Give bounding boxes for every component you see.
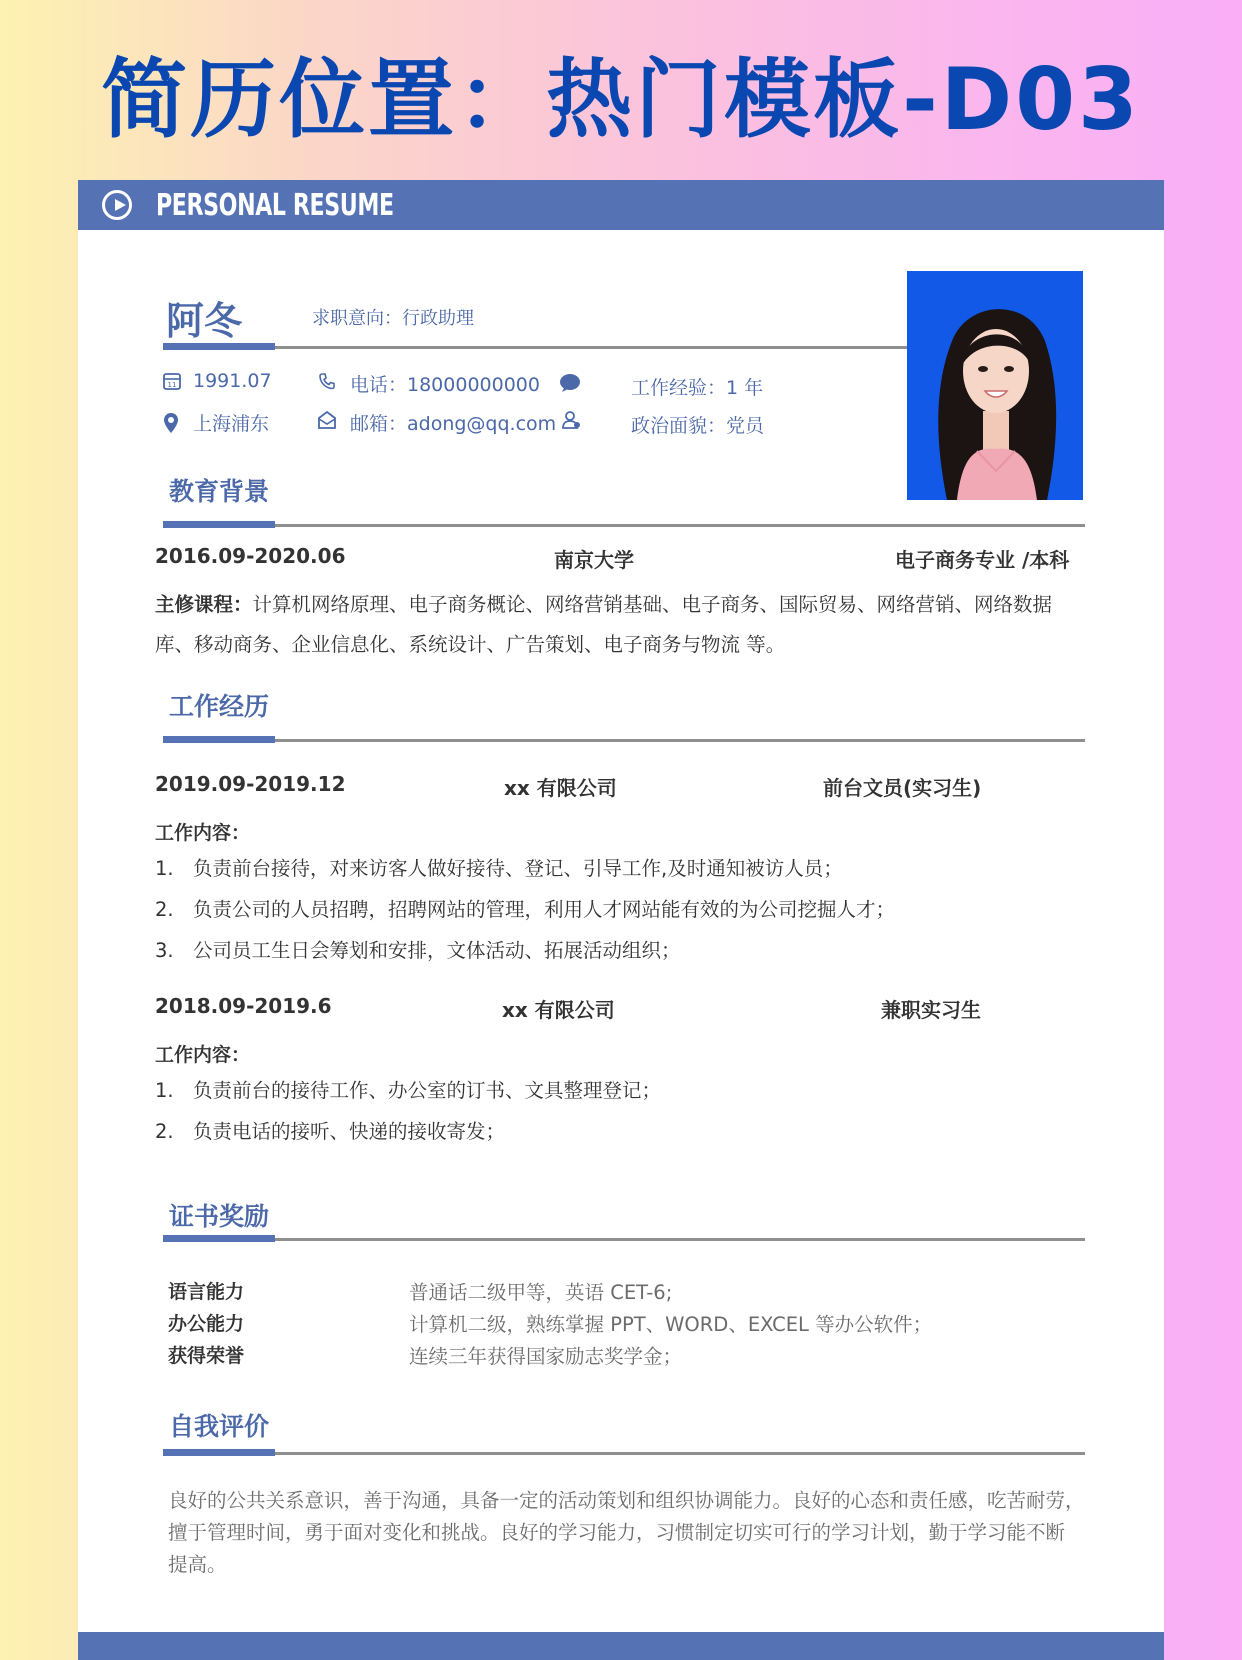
- education-title: 教育背景: [169, 477, 270, 506]
- cert-value: 计算机二级，熟练掌握 PPT、WORD、EXCEL 等办公软件；: [409, 1313, 933, 1336]
- job-item-text: 负责公司的人员招聘，招聘网站的管理，利用人才网站能有效的为公司挖掘人才；: [193, 898, 896, 921]
- profile-divider: [163, 346, 983, 349]
- job-item-text: 负责电话的接听、快递的接收寄发；: [193, 1120, 506, 1143]
- certs-title: 证书奖励: [169, 1202, 270, 1231]
- work-experience: 工作经验：1 年: [631, 377, 764, 399]
- banner-title: PERSONAL RESUME: [156, 187, 394, 223]
- job-period: 2019.09-2019.12: [155, 772, 346, 796]
- self-text-line-3: 提高。: [168, 1553, 227, 1576]
- self-title: 自我评价: [169, 1412, 270, 1441]
- job-item-text: 公司员工生日会筹划和安排，文体活动、拓展活动组织；: [193, 939, 681, 962]
- job-company: xx 有限公司: [502, 998, 615, 1022]
- self-text-line-2: 擅于管理时间，勇于面对变化和挑战。良好的学习能力，习惯制定切实可行的学习计划，勤于学习能不断: [168, 1521, 1066, 1544]
- self-divider: [163, 1452, 1085, 1455]
- job-content-label: 工作内容：: [155, 1044, 251, 1066]
- job-company: xx 有限公司: [504, 776, 617, 800]
- job-item-num: 1.: [155, 1079, 174, 1102]
- email[interactable]: 邮箱：adong@qq.com: [350, 413, 557, 435]
- job-item-num: 3.: [155, 939, 174, 962]
- cert-label: 语言能力: [168, 1281, 245, 1303]
- education-divider-accent: [163, 521, 275, 528]
- phone[interactable]: 电话：18000000000: [350, 374, 540, 396]
- portrait-image: [907, 271, 1083, 500]
- cert-value: 普通话二级甲等，英语 CET-6;: [409, 1281, 673, 1304]
- job-period: 2018.09-2019.6: [155, 994, 332, 1018]
- job-item-text: 负责前台的接待工作、办公室的订书、文具整理登记；: [193, 1079, 662, 1102]
- cert-value: 连续三年获得国家励志奖学金；: [409, 1345, 683, 1368]
- job-item-text: 负责前台接待，对来访客人做好接待、登记、引导工作,及时通知被访人员；: [193, 857, 843, 880]
- work-divider-accent: [163, 736, 275, 743]
- calendar-icon: [162, 371, 182, 391]
- job-intent: 求职意向：行政助理: [312, 308, 474, 329]
- job-content-label: 工作内容：: [155, 822, 251, 844]
- play-icon: [102, 190, 132, 220]
- job-item-num: 1.: [155, 857, 174, 880]
- birth-date: 1991.07: [193, 370, 272, 392]
- profile-photo: [907, 271, 1083, 500]
- svg-text:11: 11: [167, 381, 177, 389]
- person-icon: [562, 410, 582, 430]
- self-text-line-1: 良好的公共关系意识，善于沟通，具备一定的活动策划和组织协调能力。良好的心态和责任感，吃苦耐劳，: [168, 1489, 1085, 1512]
- location: 上海浦东: [193, 413, 270, 435]
- job-item-num: 2.: [155, 1120, 174, 1143]
- page-title: 简历位置：热门模板-D03: [101, 50, 1141, 150]
- courses-label: 主修课程：: [155, 593, 253, 616]
- profile-divider-accent: [163, 343, 275, 350]
- resume-banner: [78, 180, 1164, 230]
- location-icon: [162, 412, 180, 434]
- work-divider: [163, 739, 1085, 742]
- candidate-name: 阿冬: [166, 299, 243, 343]
- job-item-num: 2.: [155, 898, 174, 921]
- resume-page: [78, 180, 1164, 1660]
- job-role: 前台文员(实习生): [823, 776, 982, 800]
- courses-text-1: 计算机网络原理、电子商务概论、网络营销基础、电子商务、国际贸易、网络营销、网络数据: [252, 593, 1053, 616]
- phone-icon: [318, 372, 336, 390]
- bottom-bar: [78, 1632, 1164, 1660]
- courses-text-2: 库、移动商务、企业信息化、系统设计、广告策划、电子商务与物流 等。: [155, 633, 786, 656]
- courses-line-1: [155, 585, 1052, 625]
- education-period: 2016.09-2020.06: [155, 544, 346, 568]
- job-role: 兼职实习生: [881, 998, 981, 1022]
- education-divider: [163, 524, 1085, 527]
- political-status: 政治面貌：党员: [631, 415, 765, 437]
- certs-divider-accent: [163, 1235, 275, 1242]
- chat-icon: [559, 373, 581, 393]
- certs-divider: [163, 1238, 1085, 1241]
- mail-icon: [317, 410, 337, 430]
- self-divider-accent: [163, 1449, 275, 1456]
- work-title: 工作经历: [169, 692, 270, 721]
- cert-label: 获得荣誉: [168, 1345, 245, 1367]
- education-major: 电子商务专业 /本科: [895, 548, 1070, 572]
- cert-label: 办公能力: [168, 1313, 245, 1335]
- education-school: 南京大学: [554, 548, 634, 572]
